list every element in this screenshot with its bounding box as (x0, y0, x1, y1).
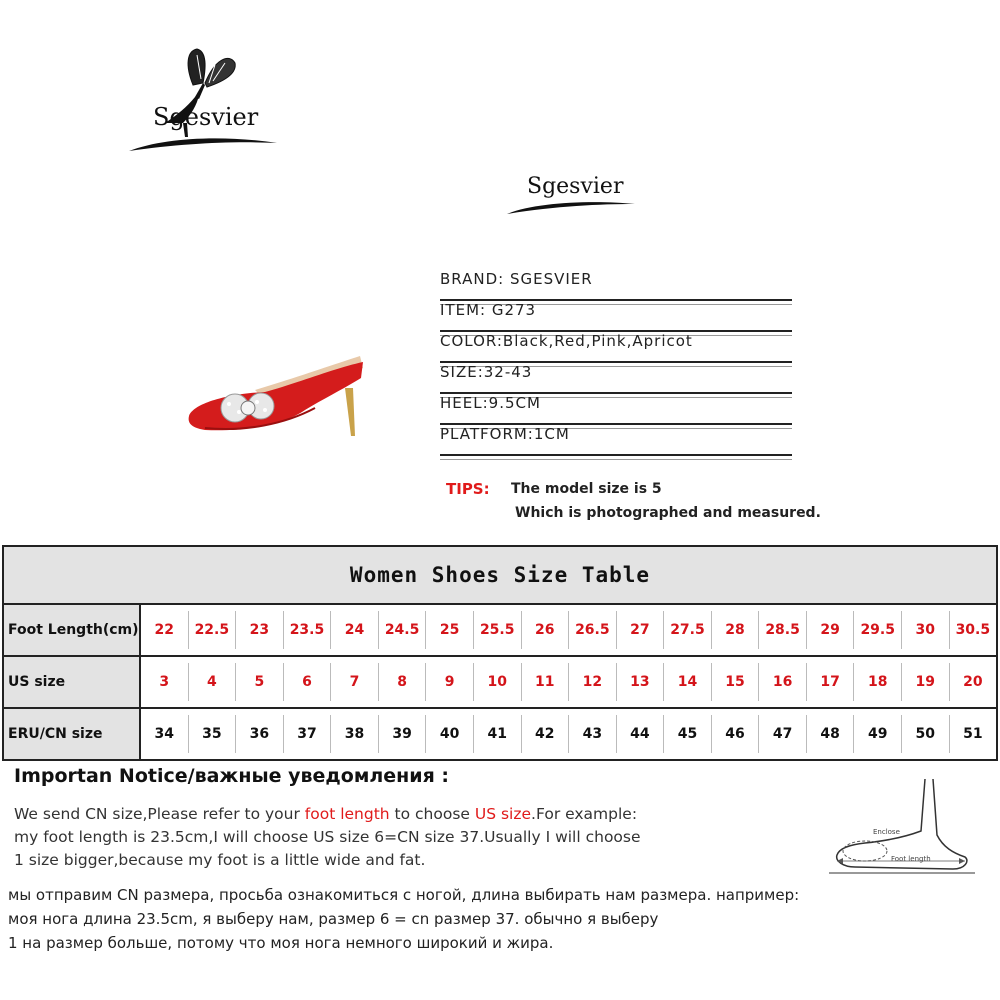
size-table-row-header: Foot Length(cm) (4, 605, 141, 655)
spec-heel: HEEL:9.5CM (440, 392, 792, 425)
size-table-cell: 35 (189, 715, 237, 753)
size-table-cell: 15 (712, 663, 760, 701)
spec-color: COLOR:Black,Red,Pink,Apricot (440, 330, 792, 363)
brand-logo-text-secondary: Sgesvier (527, 174, 624, 199)
size-table-cell: 45 (664, 715, 712, 753)
size-table-cell: 47 (759, 715, 807, 753)
logo-swoosh-secondary (505, 198, 640, 216)
notice-ru-line-1: мы отправим CN размера, просьба ознакомиться с ногой, длина выбирать нам размера. например: (8, 886, 800, 904)
size-table-cell: 50 (902, 715, 950, 753)
size-table-cell: 7 (331, 663, 379, 701)
size-table-cell: 10 (474, 663, 522, 701)
size-table-cell: 27 (617, 611, 665, 649)
size-table-cell: 36 (236, 715, 284, 753)
size-table-cell: 38 (331, 715, 379, 753)
size-table-cell: 46 (712, 715, 760, 753)
spec-item: ITEM: G273 (440, 299, 792, 332)
size-table-cell: 13 (617, 663, 665, 701)
size-table-cell: 12 (569, 663, 617, 701)
size-table-cell: 51 (963, 726, 983, 742)
size-table-cell: 22.5 (189, 611, 237, 649)
foot-diagram-enclose-label: Enclose (873, 828, 900, 836)
notice-en-line-1 (14, 803, 637, 826)
size-table-cell: 27.5 (664, 611, 712, 649)
logo-swoosh (125, 133, 285, 155)
size-table-cell: 24 (331, 611, 379, 649)
size-table-cell: 19 (902, 663, 950, 701)
foot-diagram-length-label: Foot length (891, 855, 931, 863)
size-table-cell: 3 (141, 663, 189, 701)
spec-size: SIZE:32-43 (440, 361, 792, 394)
size-table-cell: 4 (189, 663, 237, 701)
notice-en-text: to choose (389, 805, 475, 823)
size-table-row (4, 707, 996, 759)
size-table-row-header: US size (4, 657, 141, 707)
size-table-cell: 43 (569, 715, 617, 753)
size-table-cell: 28.5 (759, 611, 807, 649)
notice-ru-line-2: моя нога длина 23.5cm, я выберу нам, размер 6 = cn размер 37. обычно я выберу (8, 910, 659, 928)
foot-measure-icon (825, 775, 985, 880)
size-table-cell: 23.5 (284, 611, 332, 649)
highlight-foot-length: foot length (304, 805, 390, 823)
size-table-cell: 16 (759, 663, 807, 701)
size-table-cell: 24.5 (379, 611, 427, 649)
size-table-cell: 9 (426, 663, 474, 701)
size-table-cell: 34 (141, 715, 189, 753)
highlight-us-size: US size (474, 805, 532, 823)
notice-en-text: .For example: (531, 805, 638, 823)
foot-diagram (825, 775, 985, 880)
size-table-cell: 26.5 (569, 611, 617, 649)
spec-brand: BRAND: SGESVIER (440, 268, 792, 301)
size-table-cell: 48 (807, 715, 855, 753)
size-table-body (4, 605, 996, 759)
product-image (185, 338, 390, 438)
notice-ru-line-3: 1 на размер больше, потому что моя нога немного широкий и жира. (8, 934, 554, 952)
tips-line-1: The model size is 5 (511, 481, 662, 497)
size-table-cell: 44 (617, 715, 665, 753)
size-table-cell: 11 (522, 663, 570, 701)
red-mule-shoe-image (185, 338, 390, 438)
brand-logo-main (125, 45, 285, 155)
size-table-cell: 49 (854, 715, 902, 753)
size-table-cell: 14 (664, 663, 712, 701)
size-table-cell: 30.5 (955, 622, 991, 638)
tips-line-2: Which is photographed and measured. (515, 505, 821, 521)
size-table-cell: 22 (141, 611, 189, 649)
size-table-row-header: ERU/CN size (4, 709, 141, 759)
size-table-cell: 25.5 (474, 611, 522, 649)
size-table-row (4, 655, 996, 707)
size-table-cell: 30 (902, 611, 950, 649)
size-table-cell: 23 (236, 611, 284, 649)
size-table-title: Women Shoes Size Table (4, 547, 996, 605)
size-table-cell: 8 (379, 663, 427, 701)
size-table-cell: 25 (426, 611, 474, 649)
size-table-cell: 17 (807, 663, 855, 701)
size-table-cell: 29 (807, 611, 855, 649)
size-table (2, 545, 998, 761)
notice-title: Importan Notice/важные уведомления : (14, 765, 450, 787)
brand-logo-secondary (505, 170, 640, 220)
tips-label: TIPS: (446, 480, 490, 498)
size-table-cell: 18 (854, 663, 902, 701)
size-table-cell: 39 (379, 715, 427, 753)
size-table-cell: 41 (474, 715, 522, 753)
notice-en-text: We send CN size,Please refer to your (14, 805, 305, 823)
size-table-row (4, 605, 996, 655)
size-table-cell: 20 (963, 674, 983, 690)
notice-en-line-2: my foot length is 23.5cm,I will choose US size 6=CN size 37.Usually I will choose (14, 828, 641, 846)
spec-platform: PLATFORM:1CM (440, 423, 792, 456)
notice-en-line-3: 1 size bigger,because my foot is a little wide and fat. (14, 851, 426, 869)
size-table-cell: 6 (284, 663, 332, 701)
size-table-cell: 5 (236, 663, 284, 701)
size-table-cell: 40 (426, 715, 474, 753)
size-table-cell: 29.5 (854, 611, 902, 649)
size-table-cell: 42 (522, 715, 570, 753)
size-table-cell: 26 (522, 611, 570, 649)
size-table-cell: 28 (712, 611, 760, 649)
brand-logo-text: Sgesvier (153, 103, 259, 131)
size-table-cell: 37 (284, 715, 332, 753)
